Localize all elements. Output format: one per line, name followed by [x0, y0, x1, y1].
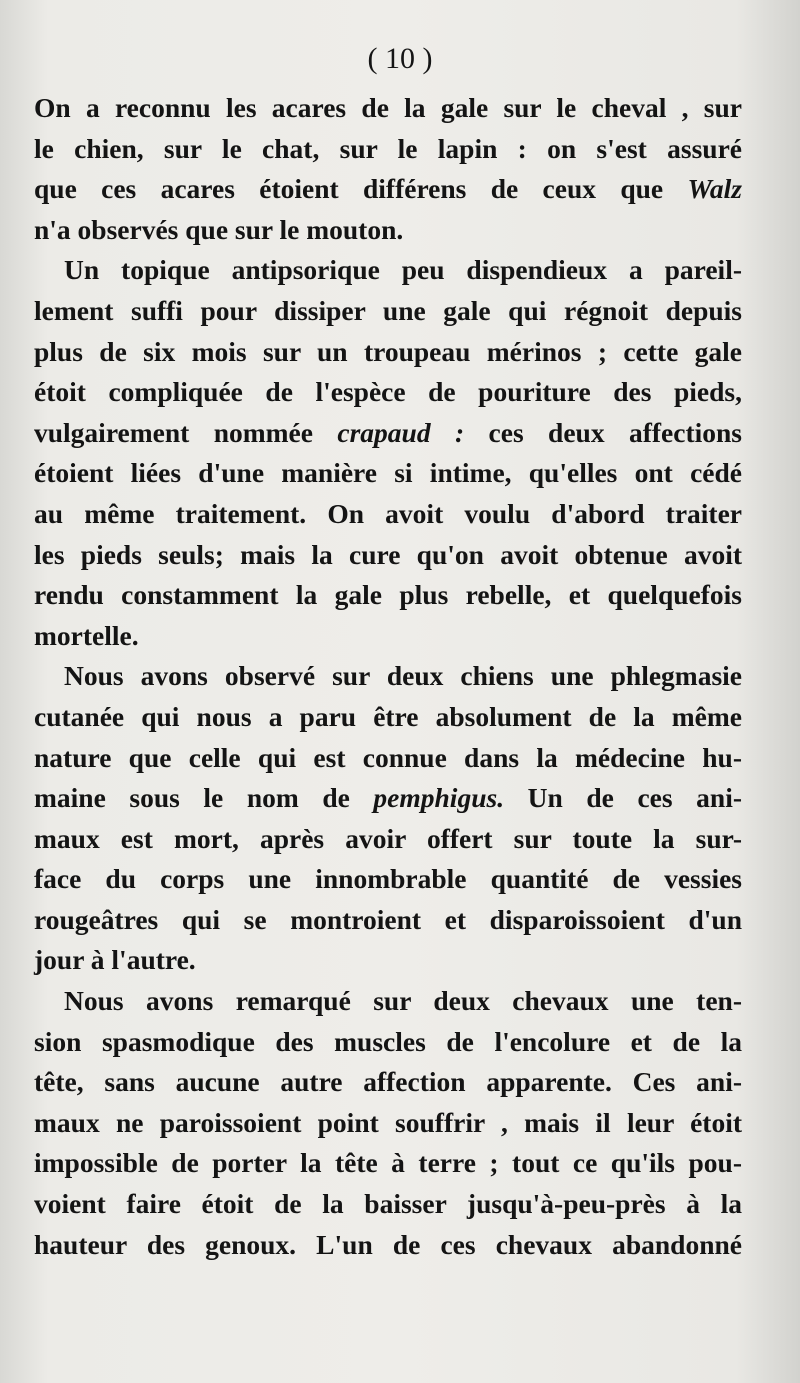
- text-line: [34, 697, 742, 738]
- body-text: [34, 88, 742, 1265]
- text-run: que ces acares étoient différens de ceux que: [34, 173, 688, 205]
- text-run: nature que celle qui est connue dans la médecine hu-: [34, 741, 742, 773]
- text-line: [34, 129, 742, 170]
- text-line: [34, 656, 742, 697]
- text-line: [34, 900, 742, 941]
- text-line: [34, 1103, 742, 1144]
- text-line: [34, 1143, 742, 1184]
- text-line: [34, 1225, 742, 1266]
- text-line: [34, 1184, 742, 1225]
- text-run: maux est mort, après avoir offert sur toute la sur-: [34, 822, 742, 854]
- text-line: [34, 453, 742, 494]
- text-line: [34, 1062, 742, 1103]
- text-run: n'a observés que sur le mouton.: [34, 213, 404, 245]
- text-line: [34, 535, 742, 576]
- text-line: [34, 291, 742, 332]
- text-line: [34, 1022, 742, 1063]
- text-line: [34, 88, 742, 129]
- text-run: les pieds seuls; mais la cure qu'on avoit obtenue avoit: [34, 538, 742, 570]
- text-line: [34, 859, 742, 900]
- text-run: maine sous le nom de: [34, 782, 374, 814]
- text-run: On a reconnu les acares de la gale sur le cheval , sur: [34, 92, 742, 123]
- text-run: Nous avons observé sur deux chiens une phlegmasie: [64, 660, 742, 692]
- text-run: Nous avons remarqué sur deux chevaux une ten-: [64, 985, 742, 1017]
- text-line: [34, 575, 742, 616]
- text-run: étoit compliquée de l'espèce de pouriture des pieds,: [34, 376, 742, 408]
- text-run: face du corps une innombrable quantité de vessies: [34, 863, 742, 895]
- text-line: [34, 332, 742, 373]
- text-line: [34, 819, 742, 860]
- text-run: jour à l'autre.: [34, 944, 196, 976]
- text-run: impossible de porter la tête à terre ; tout ce qu'ils pou-: [34, 1147, 742, 1179]
- text-line: [34, 738, 742, 779]
- page-number: ( 10 ): [367, 42, 433, 75]
- text-run: mortelle.: [34, 619, 139, 651]
- italic-text: pemphigus.: [373, 782, 505, 814]
- italic-text: crapaud :: [337, 416, 465, 448]
- text-run: étoient liées d'une manière si intime, qu'elles ont cédé: [34, 457, 742, 489]
- text-line: [34, 413, 742, 454]
- text-run: sion spasmodique des muscles de l'encolure et de la: [34, 1025, 742, 1057]
- text-run: vulgairement nommée: [34, 416, 338, 448]
- text-line: [34, 494, 742, 535]
- text-run: Un topique antipsorique peu dispendieux a pareil-: [64, 254, 742, 286]
- text-line: [34, 940, 742, 981]
- italic-text: Walz: [687, 173, 742, 205]
- text-line: [34, 778, 742, 819]
- text-run: maux ne paroissoient point souffrir , mais il leur étoit: [34, 1106, 742, 1138]
- text-run: lement suffi pour dissiper une gale qui régnoit depuis: [34, 294, 742, 326]
- text-run: Un de ces ani-: [504, 782, 742, 814]
- text-line: [34, 169, 742, 210]
- text-line: [34, 372, 742, 413]
- text-line: [34, 616, 742, 657]
- text-run: rendu constamment la gale plus rebelle, et quelquefois: [34, 579, 742, 611]
- text-run: cutanée qui nous a paru être absolument de la même: [34, 700, 742, 732]
- text-run: le chien, sur le chat, sur le lapin : on s'est assuré: [34, 132, 742, 164]
- text-line: [34, 981, 742, 1022]
- text-run: voient faire étoit de la baisser jusqu'à-peu-près à la: [34, 1188, 742, 1220]
- text-run: au même traitement. On avoit voulu d'abord traiter: [34, 497, 742, 529]
- text-line: [34, 250, 742, 291]
- text-run: tête, sans aucune autre affection apparente. Ces ani-: [34, 1066, 742, 1098]
- text-run: ces deux affections: [464, 416, 742, 448]
- text-run: hauteur des genoux. L'un de ces chevaux abandonné: [34, 1228, 742, 1260]
- text-run: plus de six mois sur un troupeau mérinos ; cette gale: [34, 335, 742, 367]
- text-line: [34, 210, 742, 251]
- text-run: rougeâtres qui se montroient et disparoissoient d'un: [34, 903, 742, 935]
